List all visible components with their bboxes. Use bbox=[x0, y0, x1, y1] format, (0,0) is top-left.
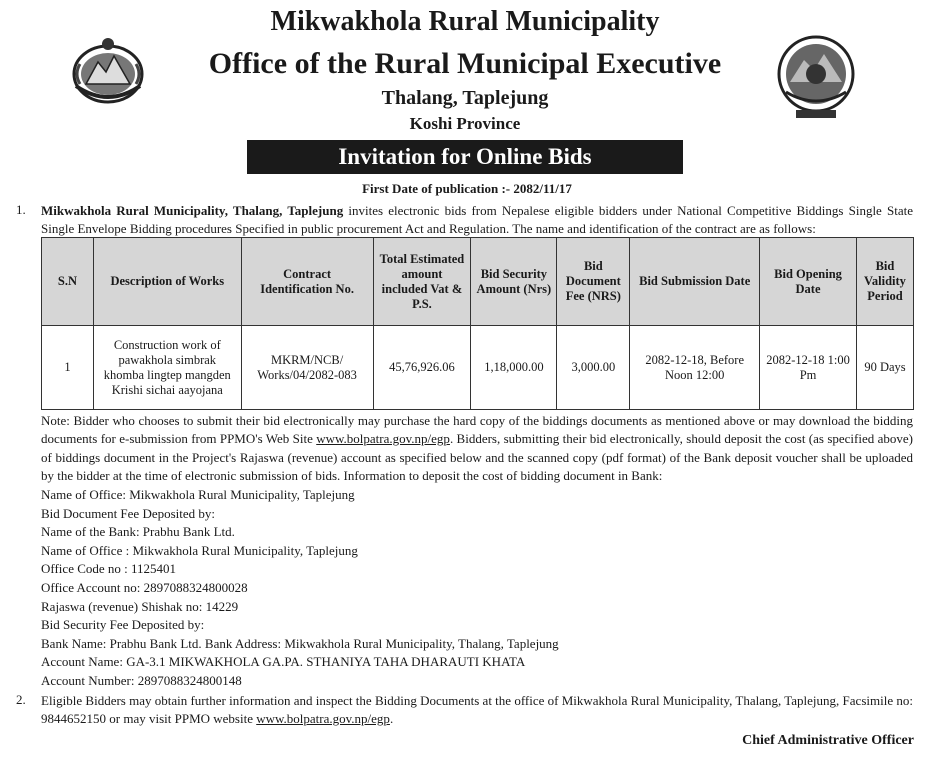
deposit-line: Account Name: GA-3.1 MIKWAKHOLA GA.PA. STHANIYA TAHA DHARAUTI KHATA bbox=[41, 654, 526, 670]
item-2-ppmo-link[interactable]: www.bolpatra.gov.np/egp bbox=[256, 711, 390, 727]
cell-sn: 1 bbox=[42, 326, 94, 410]
org-name: Mikwakhola Rural Municipality bbox=[270, 6, 660, 37]
deposit-line: Bid Security Fee Deposited by: bbox=[41, 617, 205, 633]
col-header-bid-security: Bid Security Amount (Nrs) bbox=[471, 238, 557, 326]
item-1-lead: Mikwakhola Rural Municipality, Thalang, Taplejung bbox=[41, 203, 344, 218]
col-header-description: Description of Works bbox=[93, 238, 241, 326]
col-header-validity: Bid Validity Period bbox=[856, 238, 913, 326]
cell-validity: 90 Days bbox=[856, 326, 913, 410]
office-title: Office of the Rural Municipal Executive bbox=[208, 47, 722, 80]
cell-document-fee: 3,000.00 bbox=[557, 326, 630, 410]
col-header-sn: S.N bbox=[42, 238, 94, 326]
item-2-tail: . bbox=[389, 711, 394, 727]
cell-description: Construction work of pawakhola simbrak khomba lingtep mangden Krishi sichai aayojana bbox=[93, 326, 241, 410]
publication-date: First Date of publication :- 2082/11/17 bbox=[362, 181, 572, 196]
note-text-a: Note: Bidder who chooses to submit their bid electronically may purchase the hard copy of the biddings documents as mentioned above or may download the bidding documents for e-submission from PPMO's Web Site bbox=[41, 413, 913, 447]
cell-bid-security: 1,18,000.00 bbox=[471, 326, 557, 410]
note-ppmo-link[interactable]: www.bolpatra.gov.np/egp bbox=[316, 431, 450, 447]
cell-submission-date: 2082-12-18, Before Noon 12:00 bbox=[630, 326, 760, 410]
deposit-info bbox=[41, 486, 559, 691]
deposit-line: Name of the Bank: Prabhu Bank Ltd. bbox=[41, 524, 235, 540]
note-text-b: . Bidders, submitting their bid electronically, should deposit the cost (as specified above) of biddings document in the Project's Rajaswa (revenue) account as specified below and the scanned copy (pdf format) of the Bank deposit voucher shall be uploaded by the bidder at the time of electronic submission of bids. Information to deposit the cost of bidding document in Bank: bbox=[41, 431, 913, 483]
deposit-line: Rajaswa (revenue) Shishak no: 14229 bbox=[41, 598, 239, 614]
item-2-text: Eligible Bidders may obtain further information and inspect the Bidding Documents at the office of Mikwakhola Rural Municipality, Thalang, Taplejung, Facsimile no: 9844652150 or may visit PPMO website bbox=[41, 693, 913, 727]
invitation-banner: Invitation for Online Bids bbox=[247, 140, 683, 174]
deposit-line: Bid Document Fee Deposited by: bbox=[41, 505, 216, 521]
item-1-text: invites electronic bids from Nepalese eligible bidders under National Competitive Biddings Single State Single Envelope Bidding procedures Specified in public procurement Act and Regulation. The name and identification of the contract are as follows: bbox=[41, 203, 913, 237]
col-header-document-fee: Bid Document Fee (NRS) bbox=[557, 238, 630, 326]
municipality-logo-icon bbox=[772, 34, 860, 120]
col-header-estimated-amount: Total Estimated amount included Vat & P.S. bbox=[373, 238, 471, 326]
cell-opening-date: 2082-12-18 1:00 Pm bbox=[760, 326, 857, 410]
cell-contract-id: MKRM/NCB/ Works/04/2082-083 bbox=[241, 326, 373, 410]
deposit-line: Name of Office: Mikwakhola Rural Municipality, Taplejung bbox=[41, 487, 355, 502]
table-header-row bbox=[42, 238, 914, 326]
item-number-1: 1. bbox=[16, 202, 26, 217]
deposit-line: Bank Name: Prabhu Bank Ltd. Bank Address: Mikwakhola Rural Municipality, Thalang, Taplejung bbox=[41, 635, 559, 651]
deposit-line: Office Code no : 1125401 bbox=[41, 561, 177, 577]
deposit-line: Account Number: 2897088324800148 bbox=[41, 672, 242, 688]
item-2-paragraph bbox=[41, 692, 913, 729]
col-header-submission-date: Bid Submission Date bbox=[630, 238, 760, 326]
deposit-line: Office Account no: 2897088324800028 bbox=[41, 579, 248, 595]
col-header-contract-id: Contract Identification No. bbox=[241, 238, 373, 326]
col-header-opening-date: Bid Opening Date bbox=[760, 238, 857, 326]
cell-estimated-amount: 45,76,926.06 bbox=[373, 326, 471, 410]
note-paragraph bbox=[41, 412, 913, 485]
header bbox=[0, 0, 934, 140]
deposit-line: Name of Office : Mikwakhola Rural Municipality, Taplejung bbox=[41, 542, 358, 558]
location: Thalang, Taplejung bbox=[381, 87, 549, 109]
signature: Chief Administrative Officer bbox=[742, 733, 914, 748]
item-1-paragraph bbox=[41, 202, 913, 239]
item-number-2: 2. bbox=[16, 692, 26, 707]
table-row bbox=[42, 326, 914, 410]
bids-table bbox=[41, 237, 914, 410]
province: Koshi Province bbox=[409, 114, 521, 133]
